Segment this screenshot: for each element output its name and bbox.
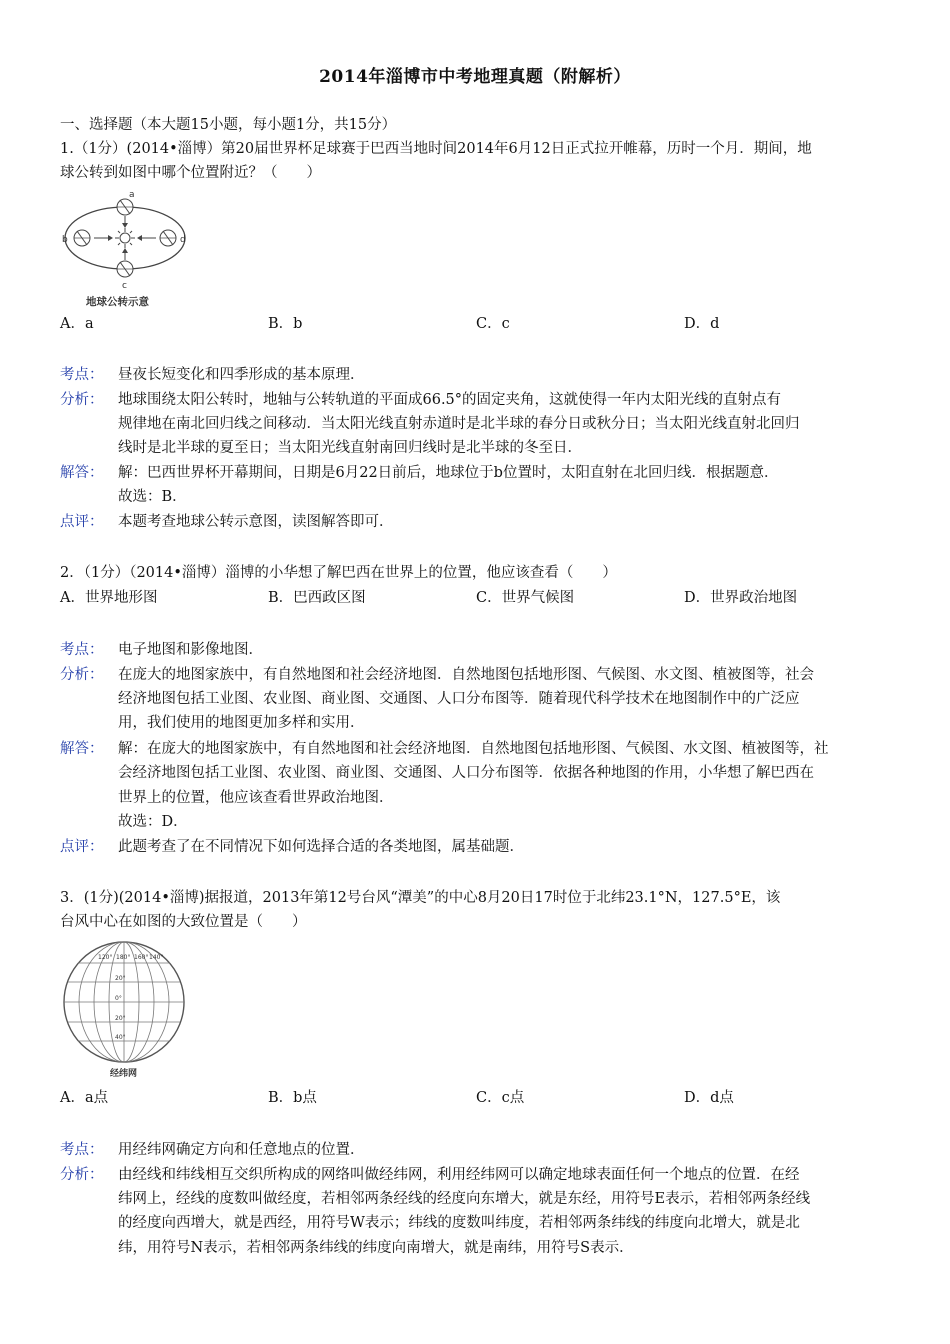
fig3-caption: 经纬网 <box>110 1069 138 1079</box>
q3-option-c: C．c点 <box>476 1090 525 1106</box>
q3-kaodian: 用经纬网确定方向和任意地点的位置． <box>118 1142 365 1158</box>
earth-left-icon <box>74 230 90 246</box>
q2-dianping-label: 点评： <box>60 839 104 855</box>
q3-fenxi-line-4: 纬，用符号N表示，若相邻两条纬线的纬度向南增大，就是南纬，用符号S表示． <box>118 1240 634 1256</box>
q2-jieda-line-1: 解：在庞大的地图家族中，有自然地图和社会经济地图．自然地图包括地形图、气候图、水文图、植被图等，社 <box>118 741 829 757</box>
fig3-lat-label-4: 40° <box>115 1034 126 1041</box>
q1-fenxi-label: 分析： <box>60 392 104 408</box>
fig3-lon-label-4: 120° <box>98 954 113 961</box>
q3-fenxi-label: 分析： <box>60 1167 104 1183</box>
q1-fenxi-line-2: 规律地在南北回归线之间移动．当太阳光线直射赤道时是北半球的春分日或秋分日；当太阳光线直射北回归 <box>118 416 800 432</box>
q2-kaodian-label: 考点： <box>60 642 104 658</box>
fig1-caption: 地球公转示意 <box>86 296 149 308</box>
section-heading: 一、选择题（本大题15小题，每小题1分，共15分） <box>60 117 397 133</box>
q1-dianping-label: 点评： <box>60 514 104 530</box>
q2-jieda-line-4: 故选：D． <box>118 814 188 830</box>
earth-bottom-icon <box>117 261 133 277</box>
q2-jieda-line-2: 会经济地图包括工业图、农业图、商业图、交通图、人口分布图等．依据各种地图的作用，小华想了解巴西在 <box>118 765 814 781</box>
fig3-lon-label-1: 180° <box>116 954 131 961</box>
fig1-label-a: a <box>129 190 135 200</box>
earth-right-icon <box>160 230 176 246</box>
q1-fenxi-line-1: 地球围绕太阳公转时，地轴与公转轨道的平面成66.5°的固定夹角，这就使得一年内太阳光线的直射点有 <box>118 392 782 408</box>
q3-option-a: A．a点 <box>60 1090 109 1106</box>
q1-jieda-label: 解答： <box>60 465 104 481</box>
q2-fenxi-line-2: 经济地图包括工业图、农业图、商业图、交通图、人口分布图等．随着现代科学技术在地图制作中的广泛应 <box>118 691 800 707</box>
earth-top-icon <box>117 199 133 215</box>
q2-fenxi-label: 分析： <box>60 667 104 683</box>
q3-fenxi-line-1: 由经线和纬线相互交织所构成的网络叫做经纬网，利用经纬网可以确定地球表面任何一个地点的位置．在经 <box>118 1167 800 1183</box>
q2-option-d: D．世界政治地图 <box>684 590 798 606</box>
q2-kaodian: 电子地图和影像地图． <box>118 642 263 658</box>
q1-option-d: D．d <box>684 316 720 332</box>
q1-stem-line-1: 1.（1分）(2014•淄博）第20届世界杯足球赛于巴西当地时间2014年6月12日正式拉开帷幕，历时一个月．期间，地 <box>60 141 812 157</box>
fig3-lon-label-2: 160° <box>134 954 149 961</box>
q3-stem-line-1: 3．(1分)(2014•淄博)据报道，2013年第12号台风“潭美”的中心8月20日17时位于北纬23.1°N，127.5°E，该 <box>60 890 781 906</box>
q2-jieda-label: 解答： <box>60 741 104 757</box>
sun-icon <box>115 228 135 248</box>
fig3-lat-label-2: 0° <box>115 995 122 1002</box>
q1-kaodian: 昼夜长短变化和四季形成的基本原理． <box>118 367 365 383</box>
fig1-label-c: c <box>122 281 127 291</box>
fig3-lat-label-1: 20° <box>115 975 126 982</box>
fig3-lon-label-3: 140° <box>149 954 164 961</box>
q1-kaodian-label: 考点： <box>60 367 104 383</box>
q2-dianping: 此题考查了在不同情况下如何选择合适的各类地图，属基础题． <box>118 839 524 855</box>
earth-revolution-figure <box>58 188 208 310</box>
q1-jieda-line-2: 故选：B． <box>118 489 187 505</box>
q1-option-a: A．a <box>60 316 94 332</box>
q1-fenxi-line-3: 线时是北半球的夏至日；当太阳光线直射南回归线时是北半球的冬至日． <box>118 440 582 456</box>
q3-fenxi-line-2: 纬网上，经线的度数叫做经度，若相邻两条经线的经度向东增大，就是东经，用符号E表示，若相邻两条经线 <box>118 1191 811 1207</box>
q2-jieda-line-3: 世界上的位置，他应该查看世界政治地图． <box>118 790 394 806</box>
q2-option-a: A．世界地形图 <box>60 590 158 606</box>
q3-option-b: B．b点 <box>268 1090 317 1106</box>
q2-fenxi-line-3: 用，我们使用的地图更加多样和实用． <box>118 715 365 731</box>
q1-stem-line-2: 球公转到如图中哪个位置附近？（ ） <box>60 165 321 181</box>
q1-jieda-line-1: 解：巴西世界杯开幕期间，日期是6月22日前后，地球位于b位置时，太阳直射在北回归线．根据题意． <box>118 465 779 481</box>
q3-option-d: D．d点 <box>684 1090 734 1106</box>
q2-stem: 2．（1分）（2014•淄博）淄博的小华想了解巴西在世界上的位置，他应该查看（ ） <box>60 565 617 581</box>
q3-kaodian-label: 考点： <box>60 1142 104 1158</box>
q3-fenxi-line-3: 的经度向西增大，就是西经，用符号W表示；纬线的度数叫纬度，若相邻两条纬线的纬度向北增大，就是北 <box>118 1215 800 1231</box>
fig1-label-d: d <box>180 235 186 245</box>
earth-revolution-diagram <box>58 188 208 310</box>
fig3-lat-label-3: 20° <box>115 1015 126 1022</box>
q1-option-c: C．c <box>476 316 510 332</box>
q3-stem-line-2: 台风中心在如图的大致位置是（ ） <box>60 914 307 930</box>
q2-option-b: B．巴西政区图 <box>268 590 366 606</box>
q1-option-b: B．b <box>268 316 303 332</box>
lat-lon-grid-figure <box>58 940 190 1080</box>
page-title: 2014年淄博市中考地理真题（附解析） <box>319 67 631 87</box>
q1-dianping: 本题考查地球公转示意图，读图解答即可． <box>118 514 394 530</box>
fig1-label-b: b <box>62 235 68 245</box>
lat-lon-grid-diagram <box>58 940 190 1080</box>
q2-option-c: C．世界气候图 <box>476 590 575 606</box>
q2-fenxi-line-1: 在庞大的地图家族中，有自然地图和社会经济地图．自然地图包括地形图、气候图、水文图、植被图等，社会 <box>118 667 814 683</box>
